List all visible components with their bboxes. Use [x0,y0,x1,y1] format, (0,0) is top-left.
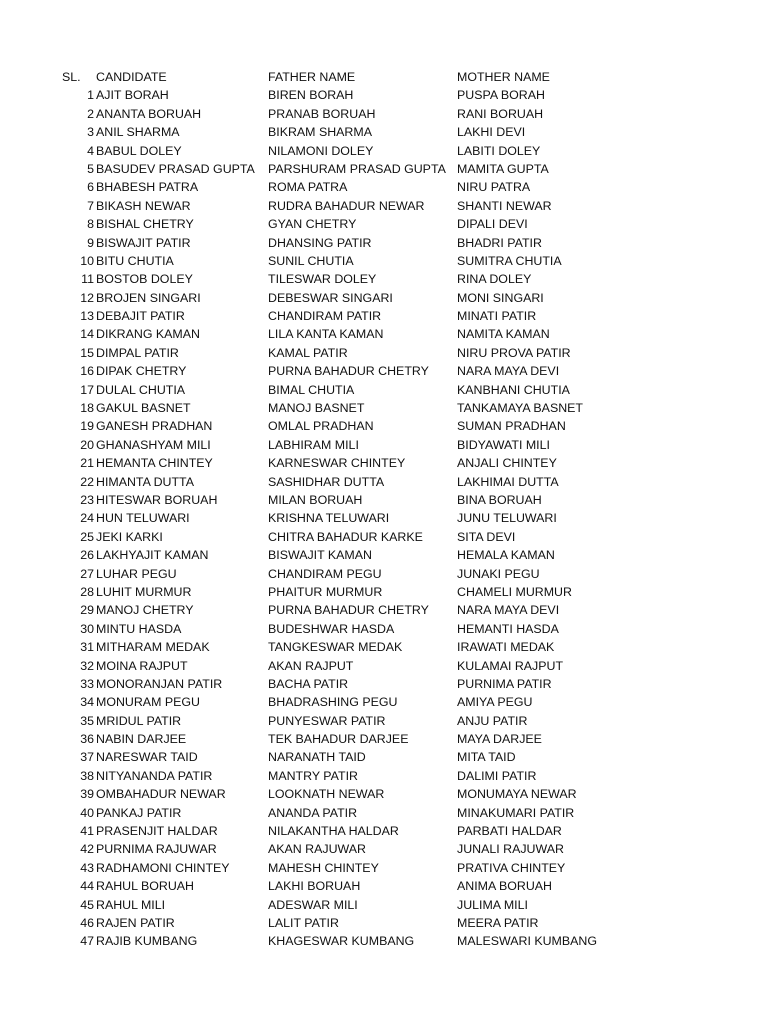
father-name: BISWAJIT KAMAN [268,548,372,563]
table-row [0,252,768,270]
candidate-name: PURNIMA RAJUWAR [96,842,217,857]
table-row [0,454,768,472]
table-row [0,877,768,895]
sl-number: 44 [80,879,94,894]
sl-number: 25 [80,529,94,544]
candidate-name: RAHUL BORUAH [96,879,194,894]
header-row [0,68,768,86]
candidate-name: HITESWAR BORUAH [96,492,218,507]
sl-number: 30 [80,621,94,636]
mother-name: MITA TAID [457,750,516,765]
header-candidate: CANDIDATE [96,70,167,84]
table-row [0,638,768,656]
sl-number: 7 [87,198,94,213]
mother-name: HEMANTI HASDA [457,621,559,636]
father-name: ANANDA PATIR [268,805,358,820]
candidate-name: RADHAMONI CHINTEY [96,860,230,875]
father-name: DEBESWAR SINGARI [268,290,393,305]
father-name: KRISHNA TELUWARI [268,511,390,526]
candidate-name: MOINA RAJPUT [96,658,188,673]
table-row [0,123,768,141]
father-name: PRANAB BORUAH [268,106,376,121]
header-mother-name: MOTHER NAME [457,70,550,84]
table-row [0,859,768,877]
sl-number: 1 [87,88,94,103]
mother-name: NIRU PATRA [457,180,531,195]
father-name: CHANDIRAM PEGU [268,566,382,581]
candidate-name: NITYANANDA PATIR [96,768,213,783]
candidate-name: MITHARAM MEDAK [96,640,210,655]
table-row [0,307,768,325]
father-name: LALIT PATIR [268,915,339,930]
mother-name: JUNU TELUWARI [457,511,557,526]
candidate-name: JEKI KARKI [96,529,163,544]
table-row [0,381,768,399]
table-row [0,840,768,858]
candidate-name: DULAL CHUTIA [96,382,186,397]
candidate-rows [0,86,768,950]
candidate-name: HEMANTA CHINTEY [96,456,213,471]
table-row [0,730,768,748]
sl-number: 34 [80,695,94,710]
table-row [0,785,768,803]
sl-number: 47 [80,934,94,949]
mother-name: MONUMAYA NEWAR [457,787,577,802]
table-row [0,325,768,343]
sl-number: 6 [87,180,94,195]
candidate-name: LUHAR PEGU [96,566,177,581]
mother-name: MONI SINGARI [457,290,544,305]
candidate-name: BHABESH PATRA [96,180,199,195]
father-name: CHITRA BAHADUR KARKE [268,529,423,544]
mother-name: IRAWATI MEDAK [457,640,555,655]
table-row [0,142,768,160]
table-row [0,215,768,233]
sl-number: 15 [80,345,94,360]
mother-name: KULAMAI RAJPUT [457,658,564,673]
candidate-name: GANESH PRADHAN [96,419,213,434]
father-name: MANOJ BASNET [268,401,365,416]
sl-number: 17 [80,382,94,397]
mother-name: BIDYAWATI MILI [457,437,550,452]
father-name: BACHA PATIR [268,676,349,691]
sl-number: 38 [80,768,94,783]
candidate-name: MRIDUL PATIR [96,713,182,728]
candidate-name: ANIL SHARMA [96,125,180,140]
table-row [0,914,768,932]
table-row [0,565,768,583]
candidate-name: BOSTOB DOLEY [96,272,193,287]
mother-name: BHADRI PATIR [457,235,542,250]
mother-name: MALESWARI KUMBANG [457,934,597,949]
table-row [0,657,768,675]
mother-name: RANI BORUAH [457,106,544,121]
table-row [0,601,768,619]
candidate-name: DIKRANG KAMAN [96,327,200,342]
table-row [0,362,768,380]
father-name: PURNA BAHADUR CHETRY [268,364,429,379]
sl-number: 28 [80,584,94,599]
table-row [0,822,768,840]
sl-number: 40 [80,805,94,820]
mother-name: SITA DEVI [457,529,516,544]
sl-number: 19 [80,419,94,434]
sl-number: 22 [80,474,94,489]
sl-number: 33 [80,676,94,691]
candidate-name: BROJEN SINGARI [96,290,201,305]
father-name: KHAGESWAR KUMBANG [268,934,415,949]
mother-name: ANJALI CHINTEY [457,456,557,471]
sl-number: 16 [80,364,94,379]
table-row [0,436,768,454]
father-name: CHANDIRAM PATIR [268,309,382,324]
mother-name: MAMITA GUPTA [457,161,549,176]
mother-name: DIPALI DEVI [457,217,528,232]
mother-name: LAKHI DEVI [457,125,526,140]
mother-name: PRATIVA CHINTEY [457,860,566,875]
father-name: LILA KANTA KAMAN [268,327,384,342]
candidate-name: LUHIT MURMUR [96,584,192,599]
father-name: PHAITUR MURMUR [268,584,383,599]
candidate-name: AJIT BORAH [96,88,169,103]
father-name: GYAN CHETRY [268,217,357,232]
sl-number: 2 [87,106,94,121]
mother-name: RINA DOLEY [457,272,532,287]
candidate-name: MINTU HASDA [96,621,182,636]
candidate-name: OMBAHADUR NEWAR [96,787,226,802]
table-row [0,344,768,362]
mother-name: PUSPA BORAH [457,88,545,103]
sl-number: 5 [87,161,94,176]
father-name: PUNYESWAR PATIR [268,713,386,728]
sl-number: 36 [80,732,94,747]
sl-number: 20 [80,437,94,452]
mother-name: NIRU PROVA PATIR [457,345,571,360]
candidate-name: BISWAJIT PATIR [96,235,191,250]
father-name: AKAN RAJPUT [268,658,354,673]
candidate-name: MANOJ CHETRY [96,603,194,618]
father-name: ADESWAR MILI [268,897,358,912]
sl-number: 13 [80,309,94,324]
candidate-name: ANANTA BORUAH [96,106,202,121]
candidate-name: LAKHYAJIT KAMAN [96,548,209,563]
mother-name: JUNAKI PEGU [457,566,540,581]
table-row [0,160,768,178]
father-name: KAMAL PATIR [268,345,348,360]
father-name: BHADRASHING PEGU [268,695,398,710]
candidate-name: DIPAK CHETRY [96,364,187,379]
father-name: OMLAL PRADHAN [268,419,374,434]
candidate-name: NABIN DARJEE [96,732,187,747]
mother-name: ANJU PATIR [457,713,528,728]
mother-name: NARA MAYA DEVI [457,364,560,379]
mother-name: LABITI DOLEY [457,143,541,158]
father-name: PURNA BAHADUR CHETRY [268,603,429,618]
table-row [0,105,768,123]
mother-name: PARBATI HALDAR [457,824,562,839]
sl-number: 24 [80,511,94,526]
father-name: MANTRY PATIR [268,768,358,783]
candidate-name: MONURAM PEGU [96,695,200,710]
mother-name: AMIYA PEGU [457,695,533,710]
sl-number: 43 [80,860,94,875]
header-father-name: FATHER NAME [268,70,356,84]
table-row [0,896,768,914]
candidate-name: BABUL DOLEY [96,143,182,158]
father-name: DHANSING PATIR [268,235,372,250]
sl-number: 35 [80,713,94,728]
father-name: LABHIRAM MILI [268,437,359,452]
candidate-name: PRASENJIT HALDAR [96,824,218,839]
table-row [0,528,768,546]
father-name: PARSHURAM PRASAD GUPTA [268,161,446,176]
mother-name: NARA MAYA DEVI [457,603,560,618]
mother-name: MAYA DARJEE [457,732,542,747]
table-row [0,197,768,215]
candidate-name: HUN TELUWARI [96,511,190,526]
candidate-name: RAJIB KUMBANG [96,934,198,949]
sl-number: 41 [80,824,94,839]
father-name: MILAN BORUAH [268,492,363,507]
father-name: TILESWAR DOLEY [268,272,377,287]
candidate-name: GAKUL BASNET [96,401,191,416]
table-row [0,693,768,711]
father-name: ROMA PATRA [268,180,348,195]
sl-number: 37 [80,750,94,765]
sl-number: 8 [87,217,94,232]
father-name: NILAMONI DOLEY [268,143,374,158]
table-row [0,270,768,288]
sl-number: 46 [80,915,94,930]
table-row [0,767,768,785]
father-name: SASHIDHAR DUTTA [268,474,385,489]
candidate-name: BIKASH NEWAR [96,198,191,213]
father-name: BIKRAM SHARMA [268,125,372,140]
table-row [0,804,768,822]
mother-name: LAKHIMAI DUTTA [457,474,559,489]
candidate-name: DEBAJIT PATIR [96,309,185,324]
sl-number: 18 [80,401,94,416]
mother-name: JULIMA MILI [457,897,528,912]
candidate-name: HIMANTA DUTTA [96,474,194,489]
table-row [0,399,768,417]
candidate-name: RAHUL MILI [96,897,166,912]
father-name: BIMAL CHUTIA [268,382,355,397]
mother-name: NAMITA KAMAN [457,327,550,342]
sl-number: 11 [81,272,94,287]
father-name: LOOKNATH NEWAR [268,787,385,802]
sl-number: 42 [80,842,94,857]
candidate-name: NARESWAR TAID [96,750,198,765]
mother-name: SUMITRA CHUTIA [457,253,562,268]
sl-number: 3 [87,125,94,140]
table-row [0,491,768,509]
candidate-list [0,68,768,951]
sl-number: 10 [80,253,94,268]
candidate-name: MONORANJAN PATIR [96,676,223,691]
father-name: AKAN RAJUWAR [268,842,366,857]
header-sl: SL. [62,70,81,84]
mother-name: DALIMI PATIR [457,768,537,783]
sl-number: 4 [87,143,94,158]
sl-number: 23 [80,492,94,507]
mother-name: KANBHANI CHUTIA [457,382,570,397]
table-row [0,675,768,693]
mother-name: MINATI PATIR [457,309,537,324]
mother-name: MEERA PATIR [457,915,539,930]
table-row [0,234,768,252]
table-row [0,712,768,730]
table-row [0,748,768,766]
table-row [0,289,768,307]
sl-number: 32 [80,658,94,673]
table-row [0,178,768,196]
sl-number: 29 [80,603,94,618]
mother-name: JUNALI RAJUWAR [457,842,564,857]
mother-name: ANIMA BORUAH [457,879,553,894]
mother-name: HEMALA KAMAN [457,548,555,563]
mother-name: CHAMELI MURMUR [457,584,572,599]
father-name: MAHESH CHINTEY [268,860,379,875]
father-name: KARNESWAR CHINTEY [268,456,406,471]
candidate-name: DIMPAL PATIR [96,345,179,360]
table-row [0,86,768,104]
sl-number: 26 [80,548,94,563]
table-row [0,417,768,435]
father-name: TEK BAHADUR DARJEE [268,732,409,747]
father-name: TANGKESWAR MEDAK [268,640,403,655]
father-name: RUDRA BAHADUR NEWAR [268,198,425,213]
father-name: BIREN BORAH [268,88,354,103]
mother-name: SHANTI NEWAR [457,198,552,213]
candidate-name: GHANASHYAM MILI [96,437,211,452]
father-name: SUNIL CHUTIA [268,253,354,268]
candidate-name: RAJEN PATIR [96,915,175,930]
sl-number: 39 [80,787,94,802]
sl-number: 27 [80,566,94,581]
sl-number: 21 [80,456,94,471]
sl-number: 12 [80,290,94,305]
father-name: NARANATH TAID [268,750,366,765]
mother-name: MINAKUMARI PATIR [457,805,575,820]
table-row [0,546,768,564]
table-row [0,509,768,527]
father-name: NILAKANTHA HALDAR [268,824,399,839]
father-name: LAKHI BORUAH [268,879,361,894]
mother-name: PURNIMA PATIR [457,676,552,691]
father-name: BUDESHWAR HASDA [268,621,395,636]
sl-number: 31 [80,640,94,655]
candidate-name: BISHAL CHETRY [96,217,194,232]
sl-number: 14 [80,327,94,342]
table-row [0,583,768,601]
mother-name: SUMAN PRADHAN [457,419,566,434]
sl-number: 9 [87,235,94,250]
table-row [0,473,768,491]
sl-number: 45 [80,897,94,912]
table-row [0,932,768,950]
candidate-name: PANKAJ PATIR [96,805,182,820]
mother-name: TANKAMAYA BASNET [457,401,583,416]
candidate-name: BITU CHUTIA [96,253,174,268]
candidate-name: BASUDEV PRASAD GUPTA [96,161,255,176]
mother-name: BINA BORUAH [457,492,542,507]
table-row [0,620,768,638]
